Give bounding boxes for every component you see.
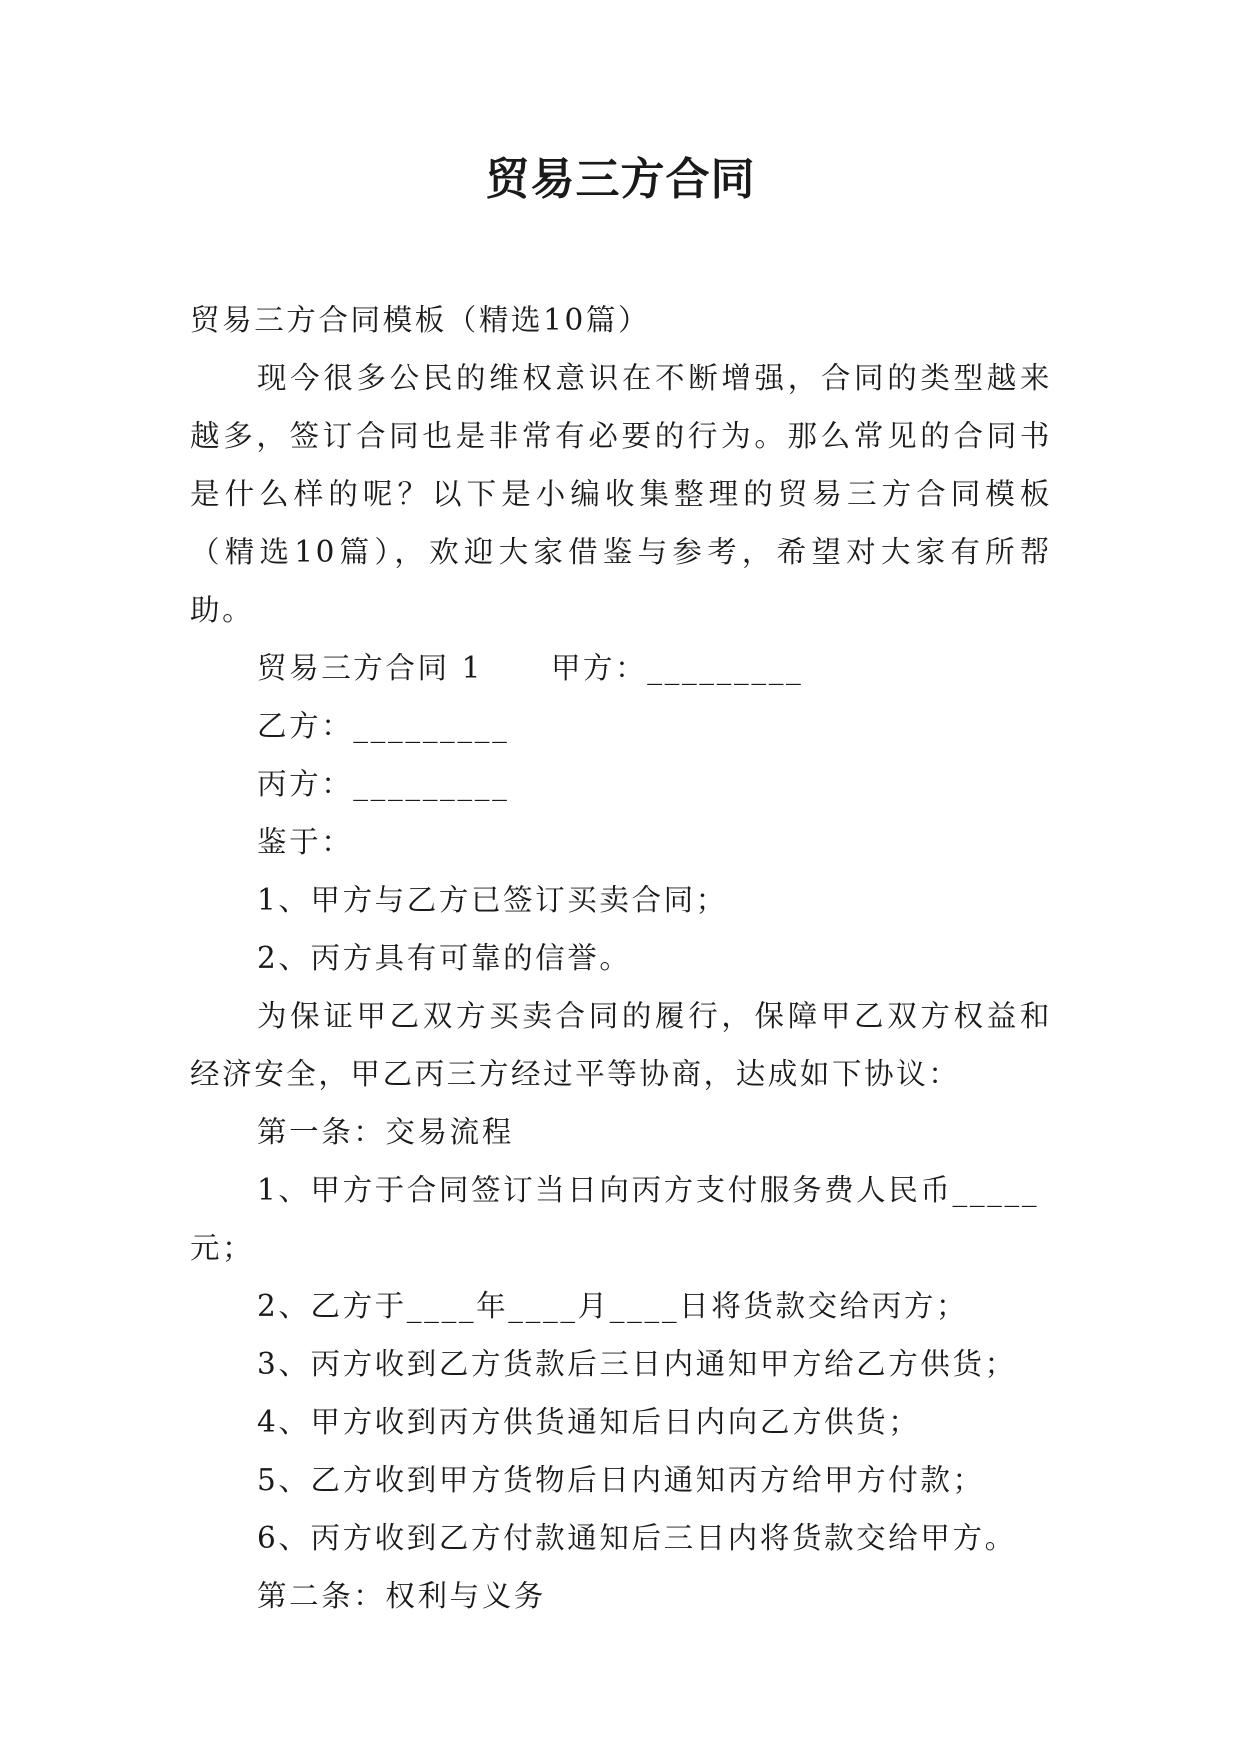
whereas-heading: 鉴于： [257, 825, 354, 859]
document-subtitle: 贸易三方合同模板（精选10篇） [190, 303, 651, 337]
party-b-line: 乙方：_________ [257, 709, 510, 743]
article-1-item-2: 2、乙方于____年____月____日将货款交给丙方； [257, 1289, 969, 1323]
article-1-item-6: 6、丙方收到乙方付款通知后三日内将货款交给甲方。 [257, 1521, 1017, 1555]
article-2-heading: 第二条：权利与义务 [257, 1579, 546, 1613]
party-c-line: 丙方：_________ [257, 767, 510, 801]
contract-heading: 贸易三方合同 1 [257, 651, 483, 685]
article-1-item-3: 3、丙方收到乙方货款后三日内通知甲方给乙方供货； [257, 1347, 1017, 1381]
document-title: 贸易三方合同 [485, 154, 756, 205]
party-a-line: 甲方：_________ [550, 651, 804, 685]
whereas-item-1: 1、甲方与乙方已签订买卖合同； [257, 883, 728, 917]
whereas-item-2: 2、丙方具有可靠的信誉。 [257, 941, 632, 975]
article-1-heading: 第一条：交易流程 [257, 1115, 514, 1149]
purpose-paragraph: 为保证甲乙双方买卖合同的履行，保障甲乙双方权益和经济安全，甲乙丙三方经过平等协商，达成如下协议： [190, 999, 1052, 1091]
contract-heading-line [190, 639, 1052, 697]
intro-paragraph: 现今很多公民的维权意识在不断增强，合同的类型越来越多，签订合同也是非常有必要的行为。那么常见的合同书是什么样的呢？以下是小编收集整理的贸易三方合同模板（精选10篇），欢迎大家借鉴与参考，希望对大家有所帮助。 [190, 361, 1052, 627]
document-body [190, 291, 1052, 1625]
article-1-item-4: 4、甲方收到丙方供货通知后日内向乙方供货； [257, 1405, 921, 1439]
article-1-item-5: 5、乙方收到甲方货物后日内通知丙方给甲方付款； [257, 1463, 985, 1497]
article-1-item-1: 1、甲方于合同签订当日向丙方支付服务费人民币_____元； [190, 1173, 1040, 1265]
